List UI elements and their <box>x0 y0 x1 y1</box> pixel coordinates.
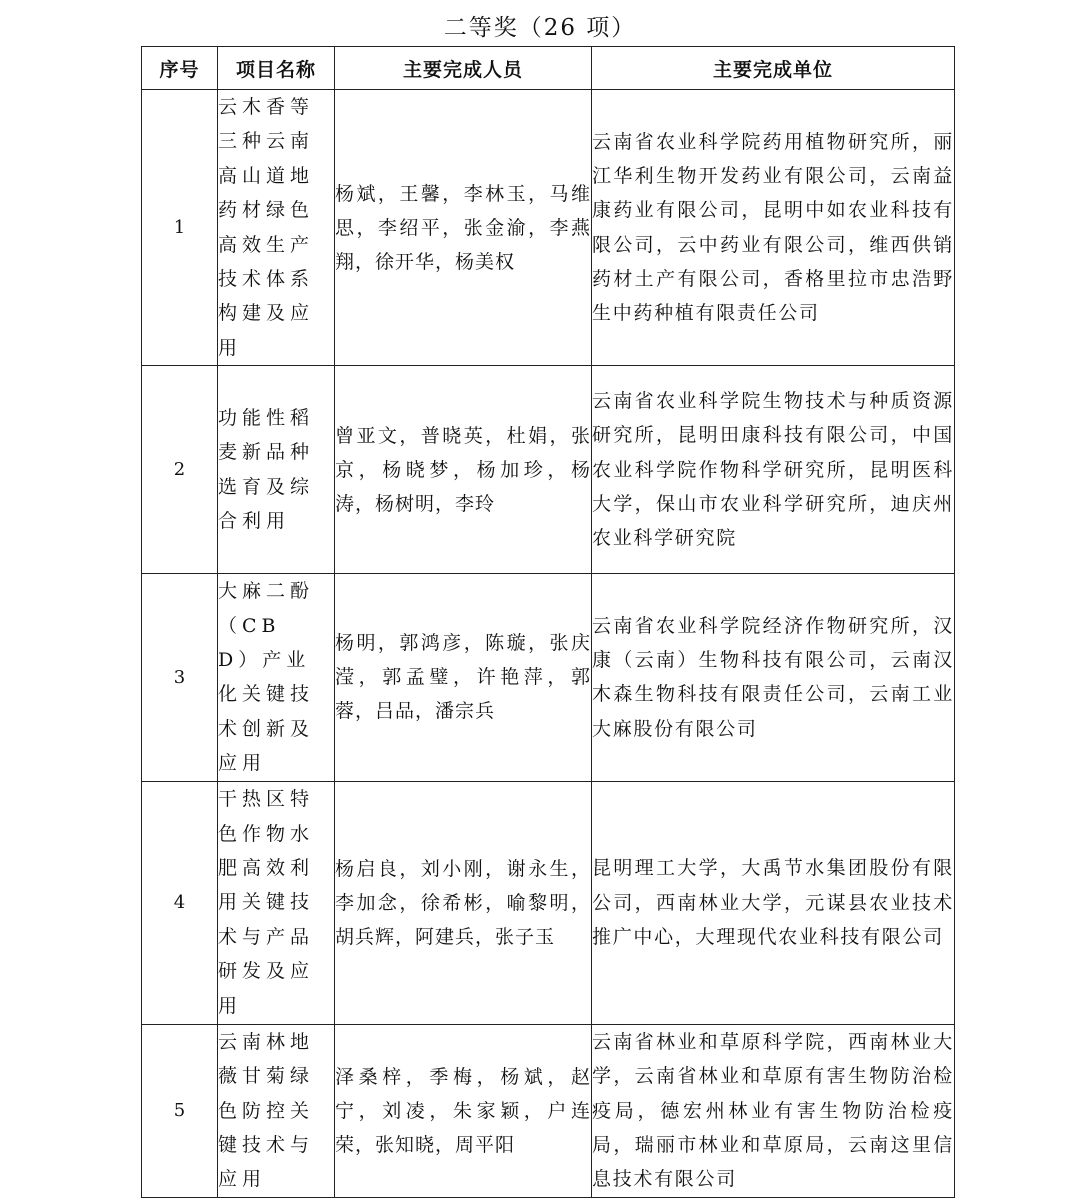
row-project-name <box>218 574 335 781</box>
page-title: 二等奖（26 项） <box>443 15 637 41</box>
row-seq: 4 <box>142 781 218 1024</box>
row-project-name <box>218 366 335 574</box>
row-project-name-text: 功能性稻麦新品种选育及综合利用 <box>218 406 315 533</box>
column-header-unit: 主要完成单位 <box>592 47 955 90</box>
row-unit <box>592 90 955 366</box>
column-header-seq: 序号 <box>142 47 218 90</box>
table-row <box>142 366 955 574</box>
row-people <box>335 781 592 1024</box>
row-people <box>335 574 592 781</box>
row-seq: 1 <box>142 90 218 366</box>
row-unit-text: 云南省农业科学院生物技术与种质资源研究所，昆明田康科技有限公司，中国农业科学院作物科学研究所，昆明医科大学，保山市农业科学研究所，迪庆州农业科学研究院 <box>592 390 954 550</box>
row-people-text: 泽桑梓，季梅，杨斌，赵宁，刘凌，朱家颖，户连荣，张知晓，周平阳 <box>335 1065 591 1156</box>
row-project-name <box>218 90 335 366</box>
row-seq: 5 <box>142 1024 218 1197</box>
row-project-name-text: 干热区特色作物水肥高效利用关键技术与产品研发及应用 <box>218 788 315 1017</box>
row-unit-text: 昆明理工大学，大禹节水集团股份有限公司，西南林业大学，元谋县农业技术推广中心，大理现代农业科技有限公司 <box>592 857 954 948</box>
row-people-text: 杨明，郭鸿彦，陈璇，张庆滢，郭孟璧，许艳萍，郭蓉，吕品，潘宗兵 <box>335 632 591 723</box>
row-people-text: 杨斌，王馨，李林玉，马维思，李绍平，张金渝，李燕翔，徐开华，杨美权 <box>335 182 591 273</box>
row-project-name-text: 云木香等三种云南高山道地药材绿色高效生产技术体系构建及应用 <box>218 96 315 359</box>
table-row <box>142 781 955 1024</box>
row-people <box>335 366 592 574</box>
row-seq: 3 <box>142 574 218 781</box>
table-row <box>142 90 955 366</box>
row-unit <box>592 574 955 781</box>
row-unit <box>592 366 955 574</box>
row-unit <box>592 1024 955 1197</box>
row-people-text: 杨启良，刘小刚，谢永生，李加念，徐希彬，喻黎明，胡兵辉，阿建兵，张子玉 <box>335 857 591 948</box>
row-project-name-text: 大麻二酚（CBD）产业化关键技术创新及应用 <box>218 580 315 775</box>
row-people-text: 曾亚文，普晓英，杜娟，张京，杨晓梦，杨加珍，杨涛，杨树明，李玲 <box>335 424 591 515</box>
row-people <box>335 90 592 366</box>
row-people <box>335 1024 592 1197</box>
row-unit-text: 云南省农业科学院经济作物研究所，汉康（云南）生物科技有限公司，云南汉木森生物科技有限责任公司，云南工业大麻股份有限公司 <box>592 615 954 740</box>
row-project-name <box>218 781 335 1024</box>
row-unit-text: 云南省林业和草原科学院，西南林业大学，云南省林业和草原有害生物防治检疫局，德宏州林业有害生物防治检疫局，瑞丽市林业和草原局，云南这里信息技术有限公司 <box>592 1031 954 1190</box>
row-unit-text: 云南省农业科学院药用植物研究所，丽江华利生物开发药业有限公司，云南益康药业有限公司，昆明中如农业科技有限公司，云中药业有限公司，维西供销药材土产有限公司，香格里拉市忠浩野生中药种植有限责任公司 <box>592 131 954 325</box>
table-row <box>142 1024 955 1197</box>
column-header-name: 项目名称 <box>218 47 335 90</box>
award-table <box>141 46 955 1198</box>
row-project-name-text: 云南林地薇甘菊绿色防控关键技术与应用 <box>218 1030 315 1191</box>
table-row <box>142 574 955 781</box>
row-unit <box>592 781 955 1024</box>
column-header-people: 主要完成人员 <box>335 47 592 90</box>
row-seq: 2 <box>142 366 218 574</box>
table-header-row <box>142 47 955 90</box>
row-project-name <box>218 1024 335 1197</box>
